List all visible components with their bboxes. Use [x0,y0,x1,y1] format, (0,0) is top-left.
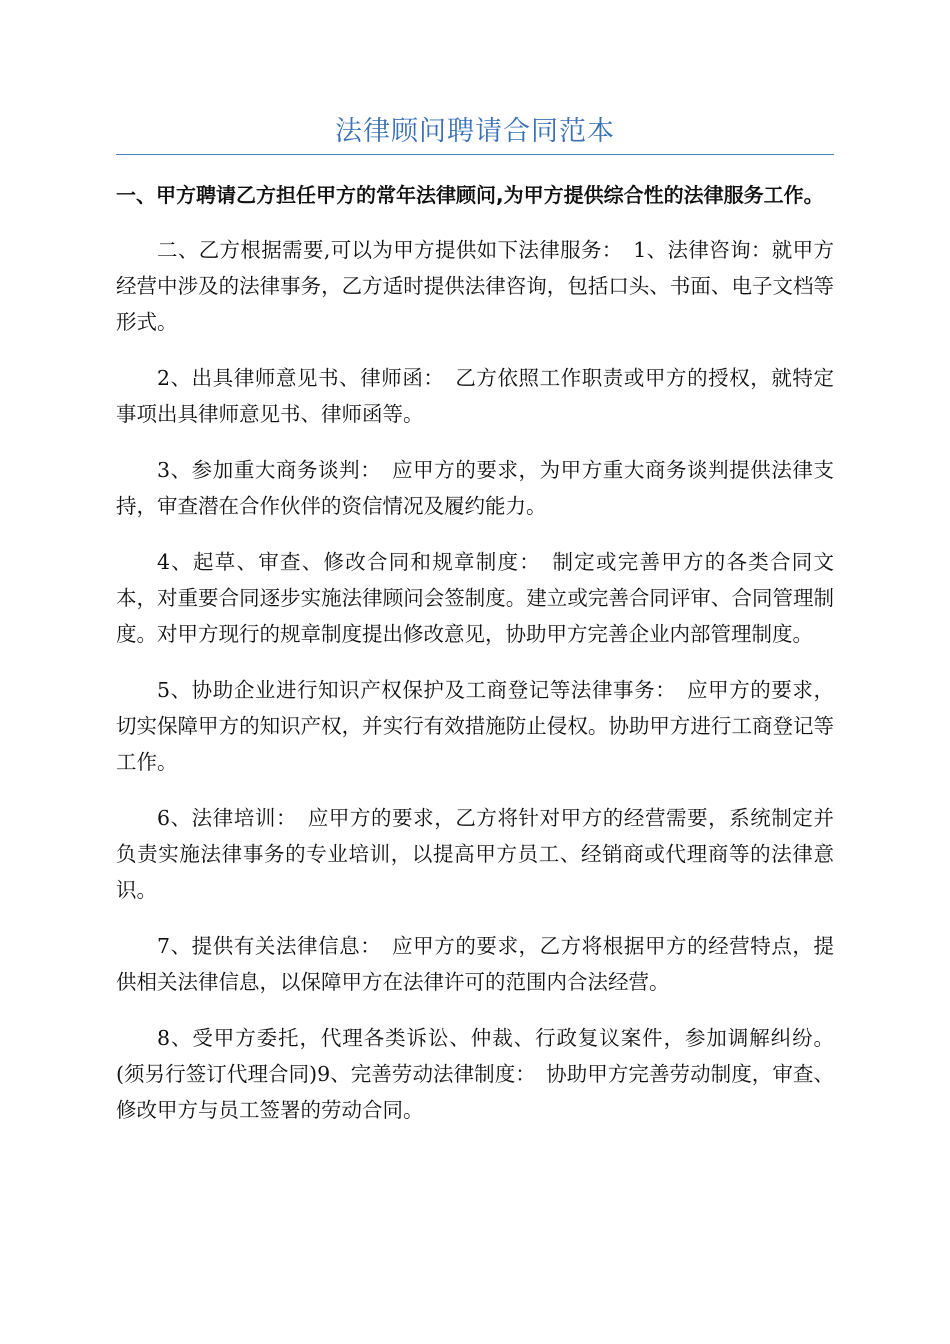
clause-item-ip-protection: 5、协助企业进行知识产权保护及工商登记等法律事务： 应甲方的要求，切实保障甲方的知识产权，并实行有效措施防止侵权。协助甲方进行工商登记等工作。 [116,678,834,774]
clause-item-training: 6、法律培训： 应甲方的要求，乙方将针对甲方的经营需要，系统制定并负责实施法律事务的专业培训，以提高甲方员工、经销商或代理商等的法律意识。 [116,806,834,902]
clause-item-litigation-labor: 8、受甲方委托，代理各类诉讼、仲裁、行政复议案件，参加调解纠纷。(须另行签订代理合同)9、完善劳动法律制度： 协助甲方完善劳动制度，审查、修改甲方与员工签署的劳动合同。 [116,1026,834,1122]
title-block [116,112,834,155]
document-title: 法律顾问聘请合同范本 [335,116,615,147]
clause-1-heading: 一、甲方聘请乙方担任甲方的常年法律顾问,为甲方提供综合性的法律服务工作。 [116,183,824,207]
document-body [116,176,834,1148]
clause-item-negotiation: 3、参加重大商务谈判： 应甲方的要求，为甲方重大商务谈判提供法律支持，审查潜在合作伙伴的资信情况及履约能力。 [116,458,834,518]
clause-item-contracts: 4、起草、审查、修改合同和规章制度： 制定或完善甲方的各类合同文本，对重要合同逐步实施法律顾问会签制度。建立或完善合同评审、合同管理制度。对甲方现行的规章制度提出修改意见，协助甲方完善企业内部管理制度。 [116,550,834,646]
title-underline [116,154,834,155]
clause-item-legal-info: 7、提供有关法律信息： 应甲方的要求，乙方将根据甲方的经营特点，提供相关法律信息，以保障甲方在法律许可的范围内合法经营。 [116,934,834,994]
clause-item-legal-opinion: 2、出具律师意见书、律师函： 乙方依照工作职责或甲方的授权，就特定事项出具律师意见书、律师函等。 [116,366,834,426]
clause-2-services: 二、乙方根据需要,可以为甲方提供如下法律服务： 1、法律咨询：就甲方经营中涉及的法律事务，乙方适时提供法律咨询，包括口头、书面、电子文档等形式。 [116,238,834,334]
